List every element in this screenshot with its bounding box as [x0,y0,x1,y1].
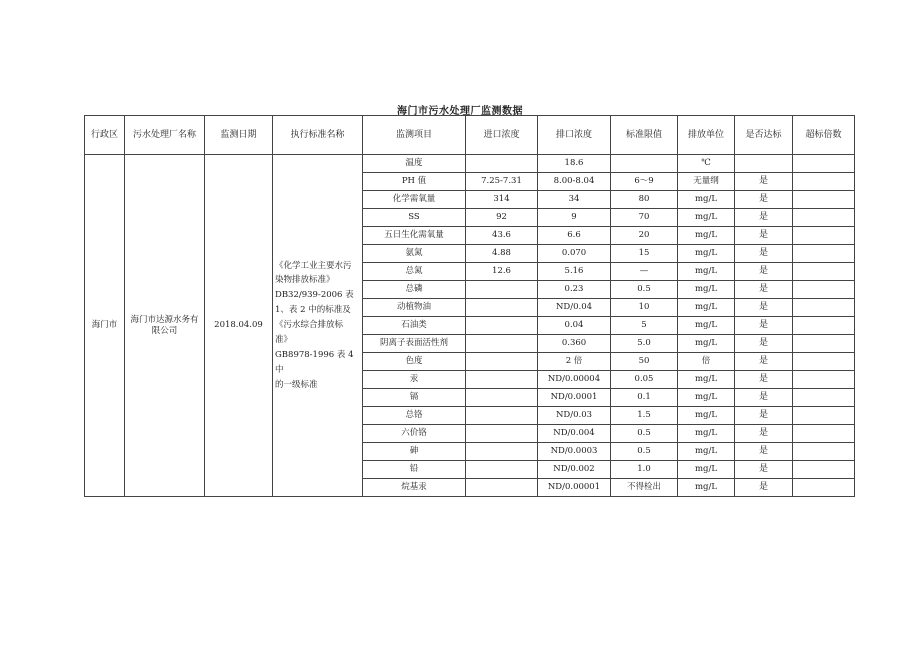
standard-limit-cell: 10 [611,299,678,317]
inlet-conc-cell [466,317,538,335]
monitor-item-cell: 总铬 [363,407,466,425]
compliant-cell: 是 [735,407,793,425]
compliant-cell: 是 [735,443,793,461]
exceed-times-cell [793,479,855,497]
exceed-times-cell [793,173,855,191]
inlet-conc-cell [466,443,538,461]
header-district: 行政区 [85,116,125,155]
outlet-conc-cell: 34 [538,191,611,209]
unit-cell: 无量纲 [678,173,735,191]
exceed-times-cell [793,407,855,425]
unit-cell: mg/L [678,245,735,263]
unit-cell: mg/L [678,479,735,497]
monitor-item-cell: 五日生化需氧量 [363,227,466,245]
exceed-times-cell [793,371,855,389]
unit-cell: 倍 [678,353,735,371]
standard-line: 的一级标准 [275,379,318,390]
exceed-times-cell [793,245,855,263]
standard-limit-cell: 0.5 [611,443,678,461]
unit-cell: mg/L [678,425,735,443]
monitor-item-cell: 氨氮 [363,245,466,263]
compliant-cell: 是 [735,245,793,263]
monitor-item-cell: 石油类 [363,317,466,335]
standard-limit-cell: 80 [611,191,678,209]
monitoring-table [84,115,855,497]
header-date: 监测日期 [205,116,273,155]
monitor-item-cell: 汞 [363,371,466,389]
inlet-conc-cell [466,281,538,299]
plant-name-cell: 海门市达源水务有限公司 [125,155,205,497]
exceed-times-cell [793,227,855,245]
standard-limit-cell: 1.0 [611,461,678,479]
compliant-cell [735,155,793,173]
standard-line: 《化学工业主要水污 [275,260,352,271]
exceed-times-cell [793,209,855,227]
compliant-cell: 是 [735,371,793,389]
compliant-cell: 是 [735,299,793,317]
standard-limit-cell: 0.1 [611,389,678,407]
standard-line: GB8978-1996 表 4 中 [275,349,354,375]
outlet-conc-cell: 0.070 [538,245,611,263]
outlet-conc-cell: ND/0.03 [538,407,611,425]
outlet-conc-cell: ND/0.0001 [538,389,611,407]
unit-cell: mg/L [678,227,735,245]
outlet-conc-cell: ND/0.00001 [538,479,611,497]
compliant-cell: 是 [735,425,793,443]
outlet-conc-cell: 9 [538,209,611,227]
monitor-item-cell: 阴离子表面活性剂 [363,335,466,353]
header-unit: 排放单位 [678,116,735,155]
standard-cell [273,155,363,497]
district-cell: 海门市 [85,155,125,497]
page-title: 海门市污水处理厂监测数据 [397,106,523,117]
monitor-item-cell: 砷 [363,443,466,461]
unit-cell: mg/L [678,461,735,479]
monitor-item-cell: 镉 [363,389,466,407]
compliant-cell: 是 [735,353,793,371]
unit-cell: mg/L [678,407,735,425]
compliant-cell: 是 [735,317,793,335]
compliant-cell: 是 [735,335,793,353]
monitor-item-cell: 总磷 [363,281,466,299]
standard-limit-cell: 5 [611,317,678,335]
standard-line: 1、表 2 中的标准及 [275,305,351,316]
exceed-times-cell [793,191,855,209]
exceed-times-cell [793,425,855,443]
standard-limit-cell: 5.0 [611,335,678,353]
date-cell: 2018.04.09 [205,155,273,497]
standard-line: 准》 [275,334,293,345]
compliant-cell: 是 [735,281,793,299]
compliant-cell: 是 [735,173,793,191]
outlet-conc-cell: 0.360 [538,335,611,353]
exceed-times-cell [793,281,855,299]
exceed-times-cell [793,443,855,461]
monitor-item-cell: 化学需氧量 [363,191,466,209]
outlet-conc-cell: 6.6 [538,227,611,245]
inlet-conc-cell [466,335,538,353]
monitor-item-cell: 六价铬 [363,425,466,443]
standard-limit-cell: — [611,263,678,281]
inlet-conc-cell [466,425,538,443]
standard-limit-cell: 6～9 [611,173,678,191]
outlet-conc-cell: ND/0.04 [538,299,611,317]
inlet-conc-cell: 314 [466,191,538,209]
monitor-item-cell: 温度 [363,155,466,173]
standard-limit-cell [611,155,678,173]
header-inlet: 进口浓度 [466,116,538,155]
inlet-conc-cell [466,479,538,497]
compliant-cell: 是 [735,389,793,407]
unit-cell: ℃ [678,155,735,173]
outlet-conc-cell: ND/0.0003 [538,443,611,461]
header-compliant: 是否达标 [735,116,793,155]
unit-cell: mg/L [678,209,735,227]
monitor-item-cell: 动植物油 [363,299,466,317]
monitor-item-cell: 总氮 [363,263,466,281]
unit-cell: mg/L [678,389,735,407]
inlet-conc-cell: 12.6 [466,263,538,281]
unit-cell: mg/L [678,371,735,389]
monitor-item-cell: 烷基汞 [363,479,466,497]
exceed-times-cell [793,299,855,317]
unit-cell: mg/L [678,263,735,281]
unit-cell: mg/L [678,317,735,335]
inlet-conc-cell: 7.25-7.31 [466,173,538,191]
exceed-times-cell [793,317,855,335]
header-outlet: 排口浓度 [538,116,611,155]
outlet-conc-cell: ND/0.002 [538,461,611,479]
outlet-conc-cell: 2 倍 [538,353,611,371]
unit-cell: mg/L [678,281,735,299]
standard-line: 染物排放标准》 [275,275,335,286]
compliant-cell: 是 [735,227,793,245]
inlet-conc-cell [466,407,538,425]
inlet-conc-cell: 43.6 [466,227,538,245]
exceed-times-cell [793,353,855,371]
header-standard: 执行标准名称 [273,116,363,155]
unit-cell: mg/L [678,335,735,353]
exceed-times-cell [793,335,855,353]
compliant-cell: 是 [735,263,793,281]
compliant-cell: 是 [735,479,793,497]
standard-limit-cell: 0.5 [611,425,678,443]
unit-cell: mg/L [678,443,735,461]
outlet-conc-cell: 18.6 [538,155,611,173]
monitor-item-cell: 色度 [363,353,466,371]
outlet-conc-cell: 0.23 [538,281,611,299]
exceed-times-cell [793,155,855,173]
compliant-cell: 是 [735,461,793,479]
header-exceed: 超标倍数 [793,116,855,155]
outlet-conc-cell: ND/0.00004 [538,371,611,389]
header-limit: 标准限值 [611,116,678,155]
outlet-conc-cell: ND/0.004 [538,425,611,443]
inlet-conc-cell [466,155,538,173]
standard-limit-cell: 1.5 [611,407,678,425]
inlet-conc-cell [466,461,538,479]
table-header-row [85,116,855,155]
standard-line: DB32/939-2006 表 [275,290,354,301]
inlet-conc-cell [466,389,538,407]
inlet-conc-cell [466,353,538,371]
standard-limit-cell: 不得检出 [611,479,678,497]
standard-line: 《污水综合排放标 [275,320,344,331]
standard-limit-cell: 70 [611,209,678,227]
compliant-cell: 是 [735,191,793,209]
inlet-conc-cell [466,371,538,389]
standard-limit-cell: 0.5 [611,281,678,299]
inlet-conc-cell: 92 [466,209,538,227]
inlet-conc-cell: 4.88 [466,245,538,263]
outlet-conc-cell: 0.04 [538,317,611,335]
outlet-conc-cell: 8.00-8.04 [538,173,611,191]
standard-limit-cell: 0.05 [611,371,678,389]
exceed-times-cell [793,389,855,407]
header-item: 监测项目 [363,116,466,155]
unit-cell: mg/L [678,191,735,209]
unit-cell: mg/L [678,299,735,317]
outlet-conc-cell: 5.16 [538,263,611,281]
standard-limit-cell: 15 [611,245,678,263]
header-plant-name: 污水处理厂名称 [125,116,205,155]
table-row [85,155,855,173]
table-body [85,155,855,497]
compliant-cell: 是 [735,209,793,227]
exceed-times-cell [793,263,855,281]
inlet-conc-cell [466,299,538,317]
monitor-item-cell: SS [363,209,466,227]
exceed-times-cell [793,461,855,479]
monitor-item-cell: 铅 [363,461,466,479]
standard-limit-cell: 20 [611,227,678,245]
standard-limit-cell: 50 [611,353,678,371]
monitor-item-cell: PH 值 [363,173,466,191]
